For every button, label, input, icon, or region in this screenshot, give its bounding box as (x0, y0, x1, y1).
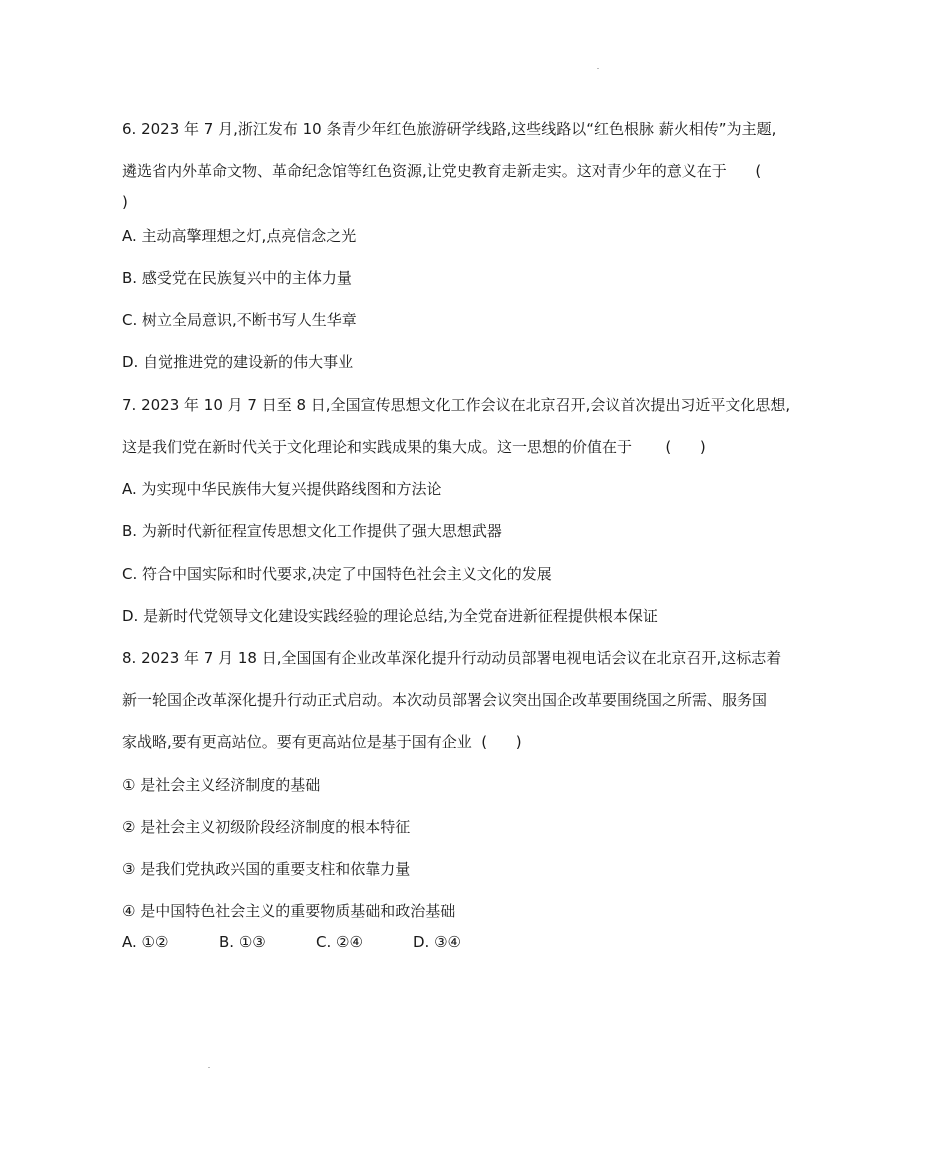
q8-statement-4: ④ 是中国特色社会主义的重要物质基础和政治基础 (122, 902, 456, 920)
q6-stem-line-1: 6. 2023 年 7 月,浙江发布 10 条青少年红色旅游研学线路,这些线路以“红色根脉 薪火相传”为主题, (122, 120, 777, 138)
q8-choice-d: D. ③④ (413, 933, 461, 951)
q7-option-d: D. 是新时代党领导文化建设实践经验的理论总结,为全党奋进新征程提供根本保证 (122, 607, 658, 625)
q6-option-b: B. 感受党在民族复兴中的主体力量 (122, 269, 352, 287)
q8-stem-line-2: 新一轮国企改革深化提升行动正式启动。本次动员部署会议突出国企改革要围绕国之所需、服务国 (122, 691, 768, 709)
q8-choice-c: C. ②④ (316, 933, 363, 951)
q7-option-b: B. 为新时代新征程宣传思想文化工作提供了强大思想武器 (122, 522, 502, 540)
q8-statement-2: ② 是社会主义初级阶段经济制度的根本特征 (122, 818, 411, 836)
q7-option-c: C. 符合中国实际和时代要求,决定了中国特色社会主义文化的发展 (122, 565, 552, 583)
q8-statement-1: ① 是社会主义经济制度的基础 (122, 776, 321, 794)
q7-stem-line-2: 这是我们党在新时代关于文化理论和实践成果的集大成。这一思想的价值在于 ( ) (122, 438, 706, 456)
q8-choice-a: A. ①② (122, 933, 169, 951)
q7-option-a: A. 为实现中华民族伟大复兴提供路线图和方法论 (122, 480, 442, 498)
q6-option-d: D. 自觉推进党的建设新的伟大事业 (122, 353, 354, 371)
q8-choice-b: B. ①③ (219, 933, 266, 951)
q8-stem-line-1: 8. 2023 年 7 月 18 日,全国国有企业改革深化提升行动动员部署电视电话会议在北京召开,这标志着 (122, 649, 782, 667)
q6-stem-line-2: 遴选省内外革命文物、革命纪念馆等红色资源,让党史教育走新走实。这对青少年的意义在于 ( (122, 162, 762, 180)
q6-option-a: A. 主动高擎理想之灯,点亮信念之光 (122, 227, 357, 245)
page-mark-bottom (208, 1067, 210, 1068)
q8-stem-line-3: 家战略,要有更高站位。要有更高站位是基于国有企业 ( ) (122, 733, 522, 751)
q8-choices-row (122, 932, 461, 952)
q8-statement-3: ③ 是我们党执政兴国的重要支柱和依靠力量 (122, 860, 411, 878)
q7-stem-line-1: 7. 2023 年 10 月 7 日至 8 日,全国宣传思想文化工作会议在北京召开,会议首次提出习近平文化思想, (122, 396, 791, 414)
page-mark-top (597, 68, 599, 69)
q6-option-c: C. 树立全局意识,不断书写人生华章 (122, 311, 357, 329)
q6-stem-line-3: ) (122, 193, 128, 211)
